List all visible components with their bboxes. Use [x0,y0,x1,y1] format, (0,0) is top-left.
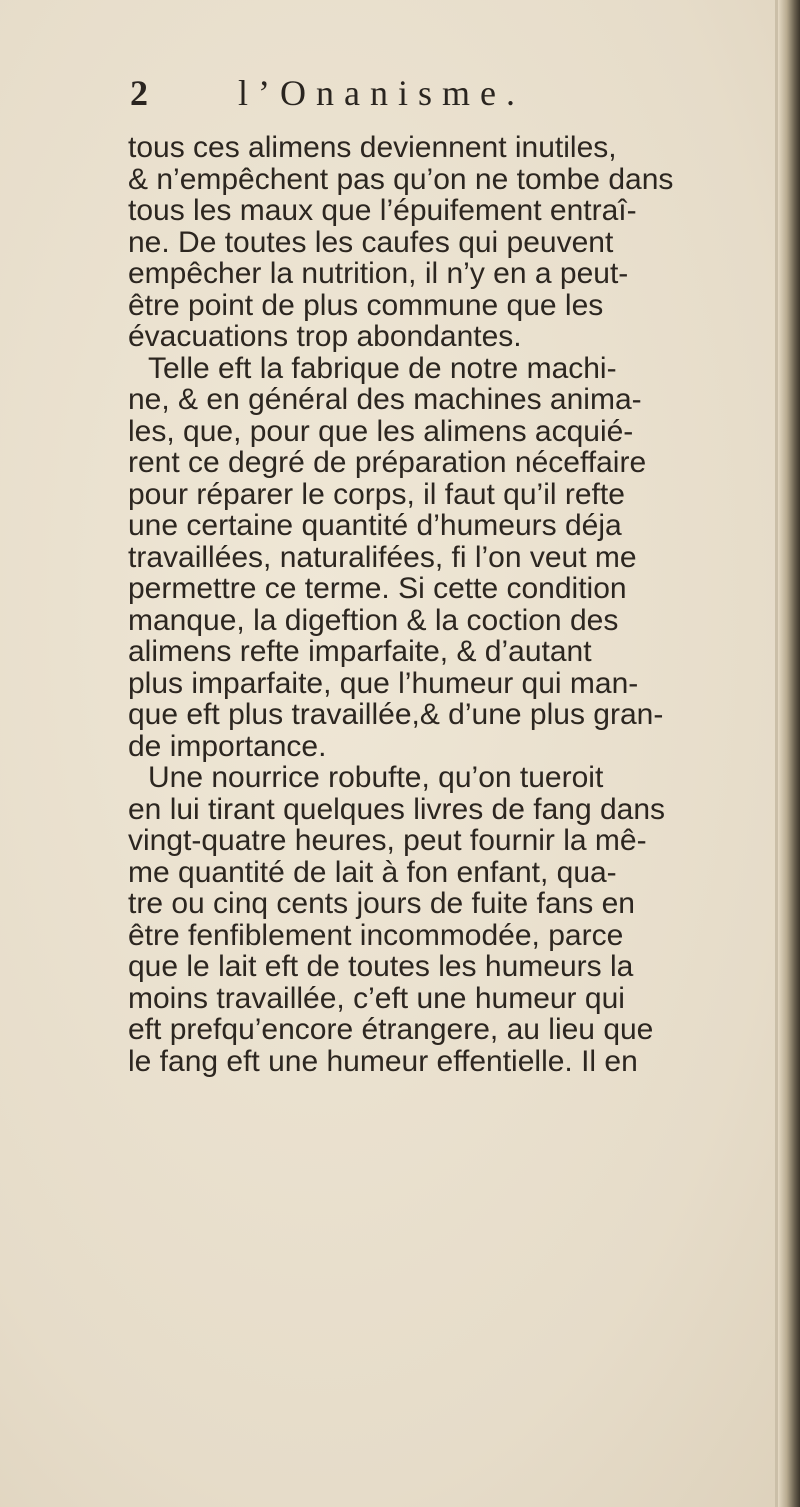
text-line: évacuations trop abondantes. [128,320,522,353]
text-line: ne. De toutes les caufes qui peuvent [128,225,614,259]
text-line: Telle eft la fabrique de notre machi- [148,351,617,385]
text-line: Une nourrice robufte, qu’on tueroit [148,761,604,794]
text-line: être point de plus commune que les [128,288,604,322]
text-line: une certaine quantité d’humeurs déja [128,509,622,542]
text-line: moins travaillée, c’eft une humeur qui [128,981,625,1015]
text-line: tous ces alimens deviennent inutiles, [128,131,617,164]
text-line: & n’empêchent pas qu’on ne tombe dans [128,162,674,196]
text-line: en lui tirant quelques livres de fang dans [128,792,666,826]
page-number: 2 [130,73,148,113]
text-line: empêcher la nutrition, il n’y en a peut- [128,257,629,290]
text-line: ne, & en général des machines anima- [128,383,642,416]
text-line: me quantité de lait à fon enfant, qua- [128,855,617,889]
text-line: alimens refte imparfaite, & d’autant [128,635,592,668]
running-title: l’Onanisme. [238,73,525,113]
text-line: tous les maux que l’épuifement entraî- [128,194,637,227]
text-line: que le lait eft de toutes les humeurs la [128,950,634,983]
text-line: permettre ce terme. Si cette condition [128,572,627,605]
text-line: rent ce degré de préparation néceffaire [128,446,647,479]
page-header [130,72,650,122]
text-line: eft prefqu’encore étrangere, au lieu que [128,1013,654,1046]
body-text [128,132,728,1077]
page-binding-edge [778,0,800,1507]
text-line: travaillées, naturalifées, fi l’on veut me [128,540,637,574]
text-line: vingt-quatre heures, peut fournir la mê- [128,824,647,857]
text-line: tre ou cinq cents jours de fuite fans en [128,887,635,920]
text-line: de importance. [128,729,327,763]
text-line: être fenfiblement incommodée, parce [128,918,624,952]
text-line: le fang eft une humeur effentielle. Il en [128,1044,638,1078]
text-line: manque, la digeftion & la coction des [128,603,619,637]
text-line: les, que, pour que les alimens acquié- [128,414,634,448]
text-line: plus imparfaite, que l’humeur qui man- [128,666,639,700]
text-line: que eft plus travaillée,& d’une plus gran- [128,698,664,731]
text-line: pour réparer le corps, il faut qu’il refte [128,477,625,511]
